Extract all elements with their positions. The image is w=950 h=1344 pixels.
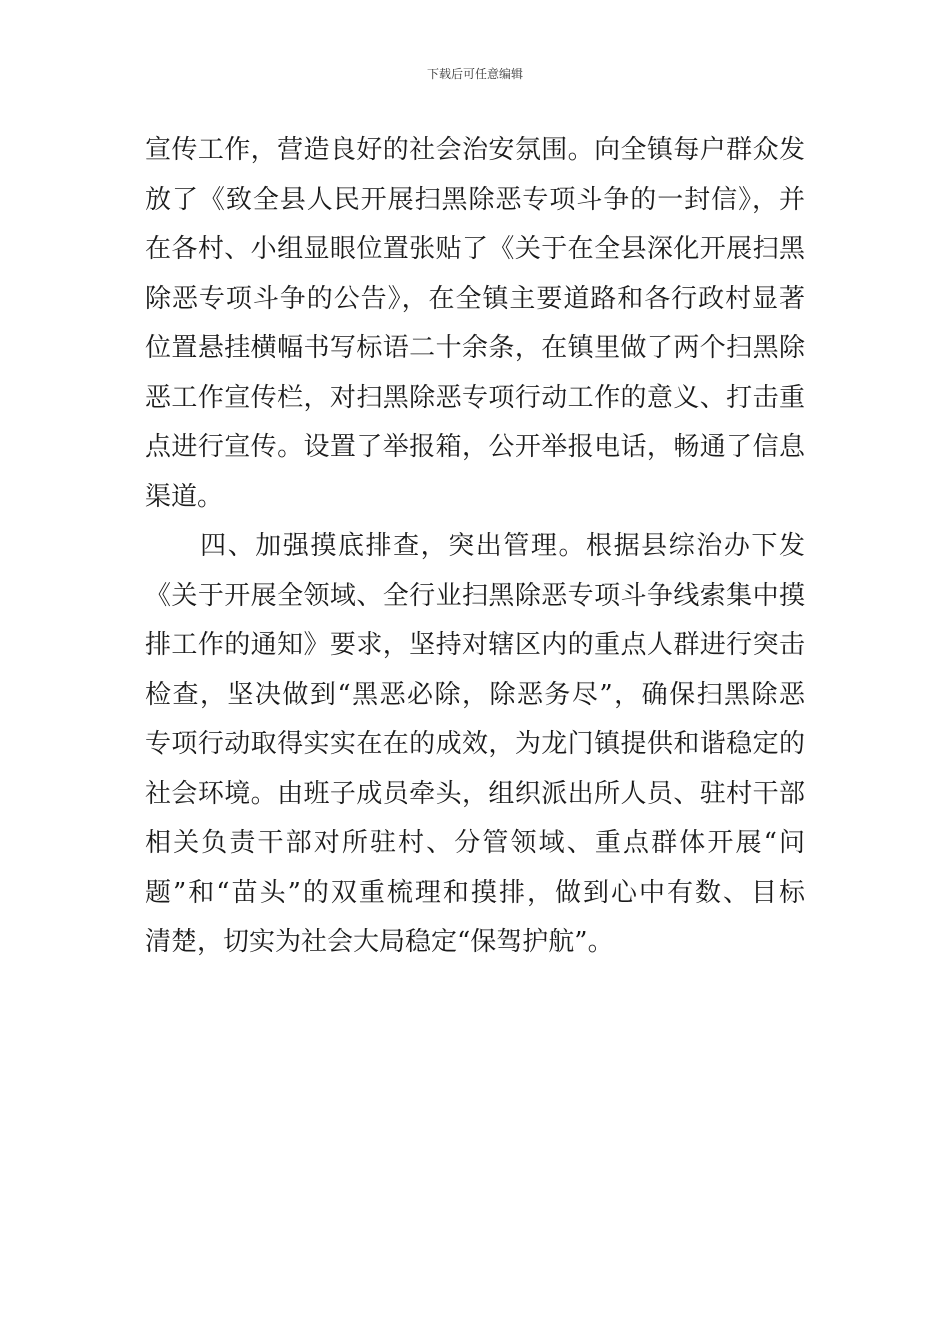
text-line: 恶工作宣传栏，对扫黑除恶专项行动工作的意义、打击重 bbox=[145, 382, 805, 413]
page-header: 下载后可任意编辑 bbox=[426, 67, 523, 81]
text-line: 放了《致全县人民开展扫黑除恶专项斗争的一封信》，并 bbox=[145, 184, 805, 215]
text-line: 宣传工作，营造良好的社会治安氛围。向全镇每户群众发 bbox=[145, 135, 805, 165]
text-line: 位置悬挂横幅书写标语二十余条，在镇里做了两个扫黑除 bbox=[145, 333, 805, 363]
text-line: 专项行动取得实实在在的成效，为龙门镇提供和谐稳定的 bbox=[145, 729, 805, 759]
body-text bbox=[145, 126, 805, 968]
text-line: 除恶专项斗争的公告》，在全镇主要道路和各行政村显著 bbox=[145, 283, 805, 314]
text-line: 在各村、小组显眼位置张贴了《关于在全县深化开展扫黑 bbox=[145, 234, 805, 264]
text-line: 社会环境。由班子成员牵头，组织派出所人员、驻村干部 bbox=[145, 778, 805, 809]
text-line: 检查，坚决做到“黑恶必除，除恶务尽”，确保扫黑除恶 bbox=[145, 679, 805, 710]
text-line: 四、加强摸底排查，突出管理。根据县综治办下发 bbox=[145, 531, 805, 561]
text-line: 《关于开展全领域、全行业扫黑除恶专项斗争线索集中摸 bbox=[145, 580, 805, 611]
text-line: 点进行宣传。设置了举报箱，公开举报电话，畅通了信息 bbox=[145, 432, 805, 462]
text-line: 清楚，切实为社会大局稳定“保驾护航”。 bbox=[145, 927, 614, 957]
text-line: 渠道。 bbox=[145, 481, 224, 512]
text-line: 排工作的通知》要求，坚持对辖区内的重点人群进行突击 bbox=[145, 630, 805, 660]
text-line: 相关负责干部对所驻村、分管领域、重点群体开展“问 bbox=[145, 828, 805, 858]
text-line: 题”和“苗头”的双重梳理和摸排，做到心中有数、目标 bbox=[145, 877, 805, 908]
